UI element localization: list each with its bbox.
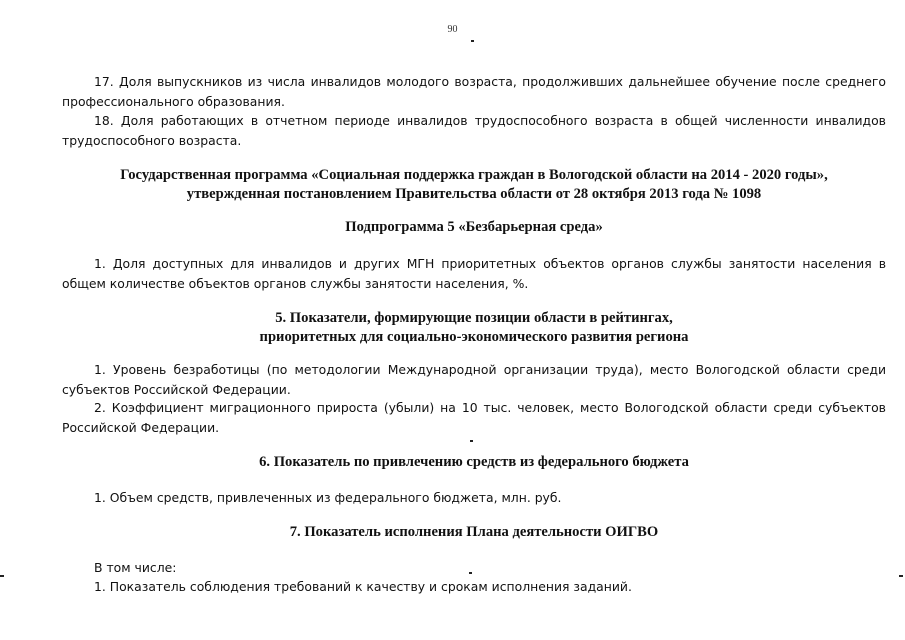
item-17: 17. Доля выпускников из числа инвалидов молодого возраста, продолживших дальнейшее обучение после среднего профессионального образования.	[62, 74, 886, 109]
subprogram-item-1: 1. Доля доступных для инвалидов и других МГН приоритетных объектов органов службы занятости населения в общем количестве объектов органов службы занятости населения, %.	[62, 256, 886, 291]
section-7-heading: 7. Показатель исполнения Плана деятельности ОИГВО	[289, 524, 659, 540]
program-heading	[62, 166, 886, 204]
section-5-heading-line1: 5. Показатели, формирующие позиции области в рейтингах,	[275, 310, 673, 326]
program-heading-line2: утвержденная постановлением Правительства области от 28 октября 2013 года № 1098	[186, 186, 762, 202]
scan-speck	[899, 575, 903, 577]
section-7-item-1: 1. Показатель соблюдения требований к качеству и срокам исполнения заданий.	[94, 579, 632, 594]
program-heading-line1: Государственная программа «Социальная поддержка граждан в Вологодской области на 2014 - 2020 годы»,	[120, 167, 828, 183]
item-18: 18. Доля работающих в отчетном периоде инвалидов трудоспособного возраста в общей численности инвалидов трудоспособного возраста.	[62, 113, 886, 148]
section-5-item-2: 2. Коэффициент миграционного прироста (убыли) на 10 тыс. человек, место Вологодской области среди субъектов Российской Федерации.	[62, 400, 886, 435]
scan-speck	[471, 40, 474, 42]
scan-speck	[0, 575, 4, 577]
section-6-item-1: 1. Объем средств, привлеченных из федерального бюджета, млн. руб.	[94, 490, 562, 505]
section-5-heading	[62, 309, 886, 347]
section-7-intro: В том числе:	[94, 560, 177, 575]
page-number: 90	[447, 24, 458, 35]
scan-speck	[470, 440, 473, 442]
section-6-heading: 6. Показатель по привлечению средств из федерального бюджета	[259, 454, 689, 470]
subprogram-heading: Подпрограмма 5 «Безбарьерная среда»	[345, 219, 603, 235]
section-5-heading-line2: приоритетных для социально-экономического развития региона	[259, 329, 689, 345]
scan-speck	[469, 572, 472, 574]
section-5-item-1: 1. Уровень безработицы (по методологии Международной организации труда), место Вологодской области среди субъектов Российской Федерации.	[62, 362, 886, 397]
